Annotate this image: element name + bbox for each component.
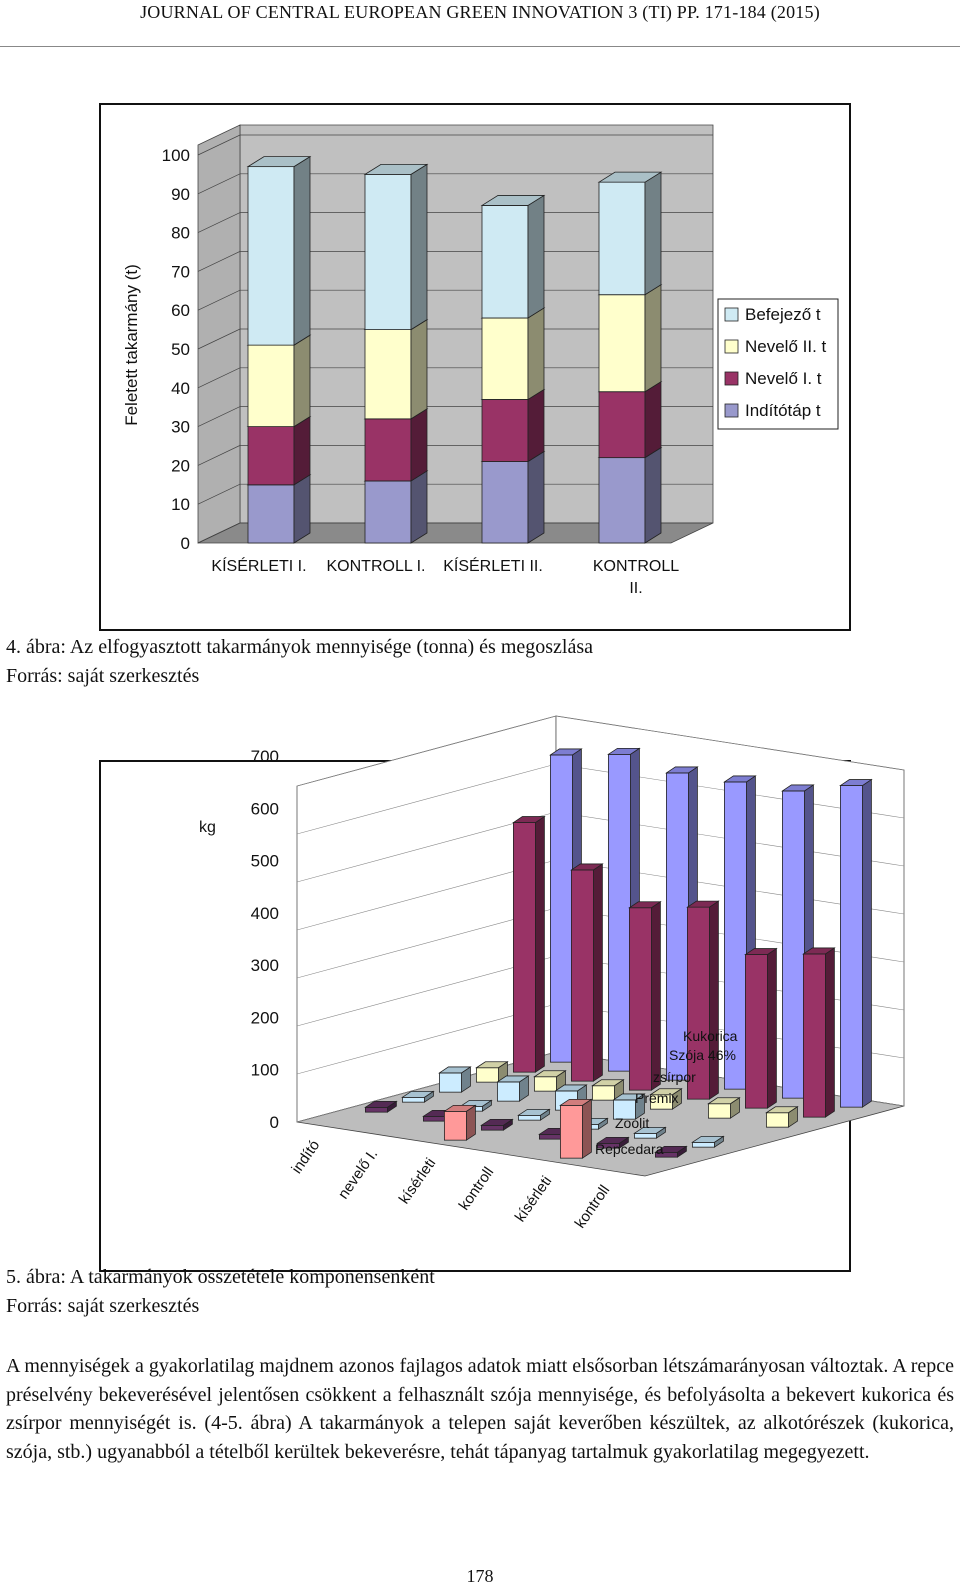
x-tick-label: KÍSÉRLETI I. xyxy=(211,558,307,575)
y-tick-label: 40 xyxy=(171,378,190,398)
bar-3d xyxy=(560,1099,591,1158)
figure-4-chart xyxy=(99,103,851,631)
page-number: 178 xyxy=(466,1566,494,1586)
y-tick-label: 90 xyxy=(171,184,190,204)
y-tick-label: 500 xyxy=(250,851,279,871)
bar-segment xyxy=(482,308,544,399)
y-tick-label: 30 xyxy=(171,417,190,437)
bar-segment xyxy=(365,409,427,481)
bar-3d xyxy=(840,780,871,1108)
legend-label: Befejező t xyxy=(745,305,821,324)
bar-3d xyxy=(745,949,776,1109)
y-tick-label: 700 xyxy=(250,747,279,766)
y-tick-label: 600 xyxy=(250,799,279,819)
figure-5-chart xyxy=(99,747,851,1272)
figure-5-source: Forrás: saját szerkesztés xyxy=(6,1295,200,1317)
bar-segment xyxy=(248,335,310,426)
journal-header: JOURNAL OF CENTRAL EUROPEAN GREEN INNOVATION 3 (TI) PP. 171-184 (2015) xyxy=(140,2,820,22)
bar-3d xyxy=(629,902,660,1090)
bar-3d xyxy=(513,817,544,1073)
x-tick-label: kontroll xyxy=(455,1164,498,1214)
bar-3d xyxy=(439,1067,470,1092)
bar-3d xyxy=(766,1107,797,1127)
y-tick-label: 10 xyxy=(171,495,190,515)
bar-segment xyxy=(482,389,544,461)
header-divider xyxy=(0,46,960,47)
legend-swatch xyxy=(725,340,738,353)
y-tick-label: 200 xyxy=(250,1008,279,1028)
y-tick-label: 100 xyxy=(161,146,190,165)
x-tick-label: KÍSÉRLETI II. xyxy=(443,558,543,575)
y-tick-label: 300 xyxy=(250,956,279,976)
figure-5-caption: 5. ábra: A takarmányok összetétele komponensenként xyxy=(6,1266,435,1288)
x-tick-label: II. xyxy=(629,580,643,597)
stacked-bar-chart-3d xyxy=(101,105,849,629)
bar-segment xyxy=(365,471,427,543)
bar-3d xyxy=(803,948,834,1117)
legend-label: Indítótáp t xyxy=(745,401,821,420)
legend-label: Nevelő II. t xyxy=(745,337,827,356)
depth-label: Szója 46% xyxy=(669,1047,736,1063)
legend-swatch xyxy=(725,404,738,417)
legend-swatch xyxy=(725,372,738,385)
legend-swatch xyxy=(725,308,738,321)
depth-label: Kukorica xyxy=(683,1028,738,1044)
body-paragraph: A mennyiségek a gyakorlatilag majdnem azonos fajlagos adatok miatt elsősorban létszámarányosan változtak. A repce préselvény bekeverésével jelentősen csökkent a felhasznált szója mennyisége, és befolyásolta a bekevert kukorica és zsírpor mennyiségét is. (4-5. ábra) A takarmányok a telepen saját keverőben készültek, az alkotórészek (kukorica, szója, stb.) ugyanabból a tételből kerültek bekeverésre, tehát tápanyag tartalmuk gyakorlatilag megegyezett. xyxy=(6,1355,954,1463)
x-tick-label: kísérleti xyxy=(511,1173,556,1226)
x-tick-label: indító xyxy=(288,1137,324,1177)
y-tick-label: 0 xyxy=(269,1113,279,1132)
bar-segment xyxy=(599,285,661,392)
y-tick-label: 20 xyxy=(171,456,190,476)
x-tick-label: nevelő I. xyxy=(334,1146,382,1203)
figure-4-caption: 4. ábra: Az elfogyasztott takarmányok mennyisége (tonna) és megoszlása xyxy=(6,636,594,658)
bar-3d xyxy=(708,1098,739,1118)
bar-segment xyxy=(599,448,661,543)
bar-3d xyxy=(497,1076,528,1101)
x-tick-label: kontroll xyxy=(571,1182,614,1232)
bar-3d xyxy=(444,1105,475,1140)
bar-segment xyxy=(365,164,427,329)
bar-segment xyxy=(599,382,661,458)
y-axis-unit: kg xyxy=(199,819,216,836)
y-tick-label: 80 xyxy=(171,223,190,243)
bar-segment xyxy=(365,320,427,419)
legend-label: Nevelő I. t xyxy=(745,369,822,388)
y-axis-title: Feletett takarmány (t) xyxy=(122,264,141,426)
depth-label: zsírpor xyxy=(653,1069,696,1085)
bar-segment xyxy=(482,452,544,543)
component-bar-chart-3d xyxy=(101,747,849,1270)
y-tick-label: 50 xyxy=(171,340,190,359)
side-wall xyxy=(198,125,240,543)
y-tick-label: 100 xyxy=(250,1060,279,1080)
depth-label: Zoolit xyxy=(615,1115,650,1131)
bar-segment xyxy=(248,157,310,345)
y-tick-label: 400 xyxy=(250,903,279,923)
x-tick-label: KONTROLL xyxy=(592,558,680,575)
bar-segment xyxy=(482,195,544,318)
x-tick-label: kísérleti xyxy=(395,1155,440,1208)
depth-label: Premix xyxy=(635,1090,679,1106)
y-tick-label: 60 xyxy=(171,301,190,321)
bar-3d xyxy=(571,864,602,1081)
bar-segment xyxy=(599,172,661,295)
figure-4-source: Forrás: saját szerkesztés xyxy=(6,665,200,687)
x-tick-label: KONTROLL I. xyxy=(326,558,426,575)
legend xyxy=(718,299,838,429)
depth-label: Repcedara xyxy=(595,1141,664,1157)
y-tick-label: 0 xyxy=(180,534,190,553)
y-tick-label: 70 xyxy=(171,262,190,282)
